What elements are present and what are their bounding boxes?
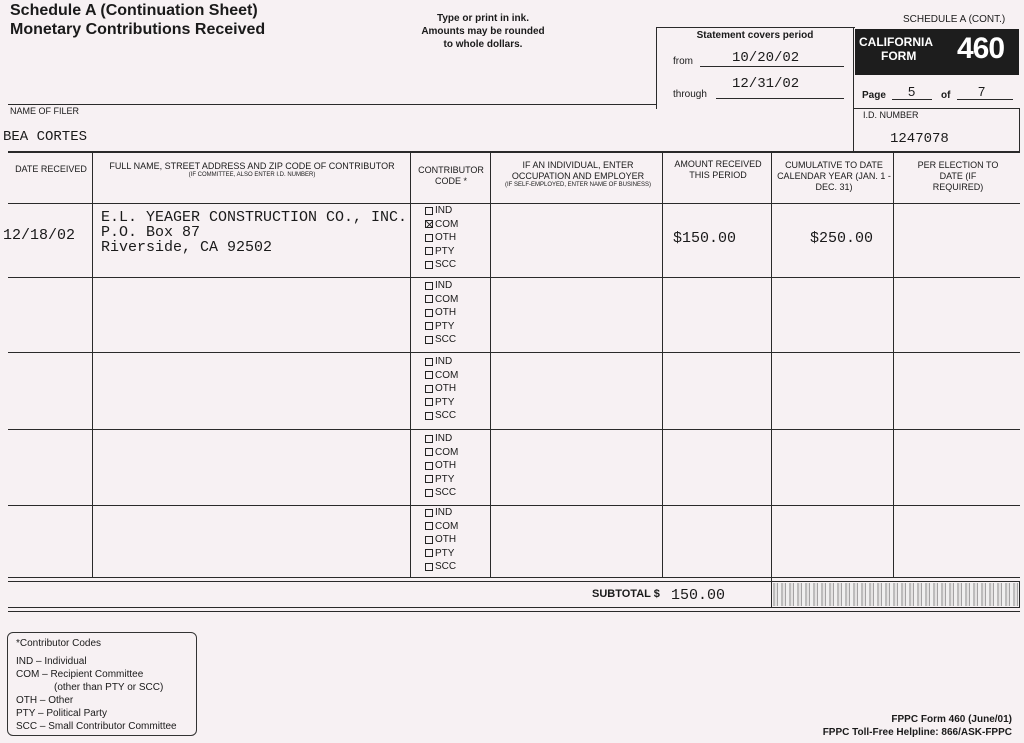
checkbox-icon[interactable]: [425, 475, 433, 483]
row4-codes: [425, 432, 458, 500]
checkbox-icon[interactable]: [425, 509, 433, 517]
legend-item: SCC – Small Contributor Committee: [16, 721, 177, 732]
col-name-title: FULL NAME, STREET ADDRESS AND ZIP CODE OF CONTRIBUTOR: [109, 161, 395, 171]
schedule-cont-label: SCHEDULE A (CONT.): [903, 14, 1006, 25]
checked-checkbox-icon[interactable]: [425, 220, 433, 228]
row1-codes: [425, 204, 458, 272]
legend-item: IND – Individual: [16, 656, 87, 667]
code-option[interactable]: IND: [425, 432, 458, 446]
row5-codes: [425, 506, 458, 574]
badge-line-2: FORM: [881, 49, 917, 63]
row1-contributor-address2: Riverside, CA 92502: [101, 239, 273, 256]
col-code-header: CONTRIBUTOR CODE *: [418, 165, 484, 186]
form-460-badge: [855, 29, 1019, 75]
instructions: [410, 12, 556, 51]
code-option[interactable]: IND: [425, 204, 458, 218]
row2-codes: [425, 279, 458, 347]
code-option[interactable]: OTH: [425, 306, 458, 320]
through-date: 12/31/02: [732, 76, 800, 92]
col-cumulative-header: CUMULATIVE TO DATE CALENDAR YEAR (JAN. 1 - DEC. 31): [777, 160, 891, 192]
code-option[interactable]: COM: [425, 293, 458, 307]
checkbox-icon[interactable]: [425, 536, 433, 544]
badge-line-1: CALIFORNIA: [859, 35, 933, 49]
subtotal-value: 150.00: [671, 587, 726, 604]
checkbox-icon[interactable]: [425, 234, 433, 242]
col-date-header: DATE RECEIVED: [15, 164, 87, 174]
badge-text: [859, 35, 933, 63]
checkbox-icon[interactable]: [425, 322, 433, 330]
row1-cumulative: $250.00: [810, 230, 874, 247]
checkbox-icon[interactable]: [425, 448, 433, 456]
from-label: from: [673, 56, 693, 67]
row1-contributor-address1: P.O. Box 87: [101, 224, 201, 241]
checkbox-icon[interactable]: [425, 462, 433, 470]
filer-name: BEA CORTES: [3, 129, 88, 145]
col-per-election-header: PER ELECTION TO DATE (IF REQUIRED): [917, 160, 999, 192]
checkbox-icon[interactable]: [425, 549, 433, 557]
row1-date: 12/18/02: [3, 227, 76, 244]
code-option[interactable]: IND: [425, 279, 458, 293]
statement-period-label: Statement covers period: [696, 30, 814, 41]
legend-title: *Contributor Codes: [16, 638, 102, 649]
checkbox-icon[interactable]: [425, 336, 433, 344]
code-option[interactable]: OTH: [425, 533, 458, 547]
checkbox-icon[interactable]: [425, 435, 433, 443]
page-current: 5: [908, 84, 916, 99]
row1-amount: $150.00: [673, 230, 737, 247]
code-option[interactable]: IND: [425, 355, 458, 369]
checkbox-icon[interactable]: [425, 358, 433, 366]
checkbox-icon[interactable]: [425, 295, 433, 303]
checkbox-icon[interactable]: [425, 247, 433, 255]
legend-item: OTH – Other: [16, 695, 74, 706]
footer-helpline: FPPC Toll-Free Helpline: 866/ASK-FPPC: [822, 727, 1012, 738]
code-option[interactable]: SCC: [425, 486, 458, 500]
filer-name-label: NAME OF FILER: [10, 106, 80, 116]
id-number: 1247078: [890, 131, 949, 147]
code-option[interactable]: OTH: [425, 459, 458, 473]
col-name-subtitle: (IF COMMITTEE, ALSO ENTER I.D. NUMBER): [188, 172, 316, 178]
code-option[interactable]: IND: [425, 506, 458, 520]
redacted-area: [773, 583, 1019, 606]
code-option[interactable]: SCC: [425, 333, 458, 347]
code-option[interactable]: SCC: [425, 258, 458, 272]
code-option[interactable]: COM: [425, 520, 458, 534]
through-label: through: [673, 89, 707, 100]
code-option[interactable]: PTY: [425, 396, 458, 410]
code-option[interactable]: PTY: [425, 547, 458, 561]
page-total: 7: [978, 84, 986, 99]
col-name-header: [96, 161, 408, 179]
checkbox-icon[interactable]: [425, 412, 433, 420]
from-date: 10/20/02: [732, 50, 800, 66]
col-occupation-header: [498, 160, 658, 189]
legend-item: PTY – Political Party: [16, 708, 107, 719]
checkbox-icon[interactable]: [425, 282, 433, 290]
code-option[interactable]: OTH: [425, 231, 458, 245]
checkbox-icon[interactable]: [425, 522, 433, 530]
checkbox-icon[interactable]: [425, 261, 433, 269]
code-option[interactable]: COM: [425, 218, 458, 232]
form-title: Schedule A (Continuation Sheet): [10, 2, 258, 19]
col-occupation-title: IF AN INDIVIDUAL, ENTER OCCUPATION AND EMPLOYER: [511, 160, 645, 181]
checkbox-icon[interactable]: [425, 563, 433, 571]
form-subtitle: Monetary Contributions Received: [10, 21, 266, 38]
checkbox-icon[interactable]: [425, 398, 433, 406]
page-of-label: of: [941, 90, 951, 101]
checkbox-icon[interactable]: [425, 207, 433, 215]
row3-codes: [425, 355, 458, 423]
code-option[interactable]: COM: [425, 446, 458, 460]
code-option[interactable]: PTY: [425, 473, 458, 487]
col-amount-header: AMOUNT RECEIVED THIS PERIOD: [674, 159, 762, 180]
checkbox-icon[interactable]: [425, 385, 433, 393]
instruction-line: Amounts may be rounded: [421, 26, 545, 37]
row1-contributor-name: E.L. YEAGER CONSTRUCTION CO., INC.: [101, 209, 408, 226]
legend-item: (other than PTY or SCC): [54, 682, 164, 693]
subtotal-label: SUBTOTAL $: [592, 588, 660, 600]
col-occupation-subtitle: (IF SELF-EMPLOYED, ENTER NAME OF BUSINESS): [504, 182, 652, 188]
code-option[interactable]: SCC: [425, 409, 458, 423]
page-label: Page: [862, 90, 886, 101]
checkbox-icon[interactable]: [425, 309, 433, 317]
legend-item: COM – Recipient Committee: [16, 669, 144, 680]
code-option[interactable]: PTY: [425, 320, 458, 334]
code-option[interactable]: SCC: [425, 560, 458, 574]
code-option[interactable]: COM: [425, 369, 458, 383]
code-option[interactable]: OTH: [425, 382, 458, 396]
code-option[interactable]: PTY: [425, 245, 458, 259]
row1-contributor: [101, 210, 407, 255]
checkbox-icon[interactable]: [425, 371, 433, 379]
badge-number: 460: [957, 32, 1005, 65]
instruction-line: Type or print in ink.: [436, 13, 530, 24]
footer-form-version: FPPC Form 460 (June/01): [891, 714, 1012, 725]
instruction-line: to whole dollars.: [443, 39, 523, 50]
checkbox-icon[interactable]: [425, 489, 433, 497]
contributor-codes-legend: [7, 632, 197, 736]
id-number-label: I.D. NUMBER: [863, 110, 919, 120]
